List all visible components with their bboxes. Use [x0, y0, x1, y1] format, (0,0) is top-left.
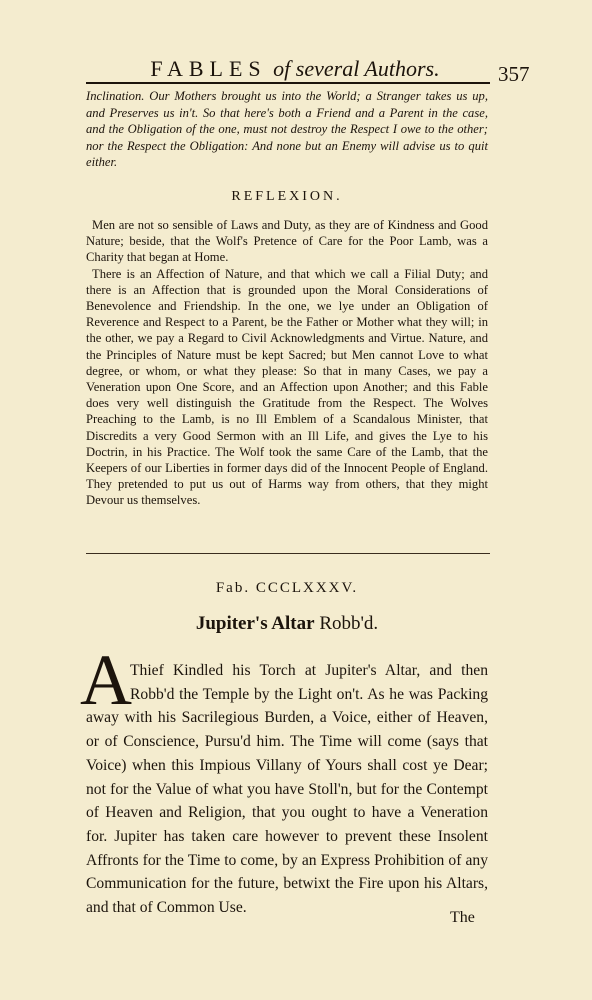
- moral-paragraph: [86, 88, 488, 171]
- drop-cap: A: [80, 640, 132, 720]
- fable-title-blackletter: Jupiter's Altar: [195, 613, 315, 634]
- reflexion-paragraph-1: Men are not so sensible of Laws and Duty, as they are of Kindness and Good Nature; beside, that the Wolf's Pretence of Care for the Poor Lamb, was a Charity that began at Home.: [86, 218, 488, 265]
- running-title: [90, 56, 500, 82]
- reflexion-heading: REFLEXION.: [231, 189, 343, 204]
- running-title-caps: FABLES: [150, 56, 267, 81]
- fable-text: Thief Kindled his Torch at Jupiter's Altar, and then Robb'd the Temple by the Light on't. As he was Packing away with his Sacrilegious Burden, a Voice, either of Heaven, or of Conscience, Pursu'd him. The Time will come (says that Voice) when this Impious Villany of Yours shall cost ye Dear; not for the Value of what you have Stoll'n, but for the Contempt of Heaven and Religion, that you ought to have a Veneration for. Jupiter has taken care however to prevent these Insolent Affronts for the Time to come, by an Express Prohibition of any Communication for the future, betwixt the Fire upon his Altars, and that of Common Use.: [86, 662, 488, 917]
- fable-title: [86, 613, 488, 635]
- catchword: The: [450, 909, 475, 926]
- running-title-italic: of several Authors.: [273, 56, 440, 81]
- fable-number: Fab. CCCLXXXV.: [215, 580, 359, 596]
- reflexion-paragraph-2: There is an Affection of Nature, and that which we call a Filial Duty; and there is an Affection that is grounded upon the Moral Considerations of Benevolence and Friendship. In the one, we lye under an Obligation of Reverence and Respect to a Parent, be the Father or Mother what they will; in the other, we pay a Regard to Civil Acknowledgments and Virtue. Nature, and the Principles of Nature must be kept Sacred; but Men cannot Love to what degree, or whom, or what they please: So that in many Cases, we pay a Veneration upon One Score, and an Affection upon Another; and this Fable does very well distinguish the Gratitude from the Respect. The Wolves Preaching to the Lamb, is no Ill Emblem of a Scandalous Minister, that Discredits a very Good Sermon with an Ill Life, and gives the Lye to his Doctrin, in his Practice. The Wolf took the same Care of the Lamb, that the Keepers of our Liberties in former days did of the Innocent People of England. They pretended to put us out of Harms way from others, that they might Devour us themselves.: [86, 266, 488, 508]
- page-number: 357: [498, 62, 530, 86]
- fable-title-rest: Robb'd.: [319, 613, 379, 634]
- section-divider: [86, 553, 490, 554]
- header-rule: [86, 82, 490, 84]
- running-head: [86, 56, 556, 86]
- reflexion-body: [86, 217, 488, 509]
- fable-body: [86, 659, 488, 920]
- moral-text: Inclination. Our Mothers brought us into the World; a Stranger takes us up, and Preserves us in't. So that here's both a Friend and a Parent in the case, and the Obligation of the one, must not destroy the Respect I owe to the other; nor the Respect the Obligation: And none but an Enemy will advise us to quit either.: [86, 89, 488, 170]
